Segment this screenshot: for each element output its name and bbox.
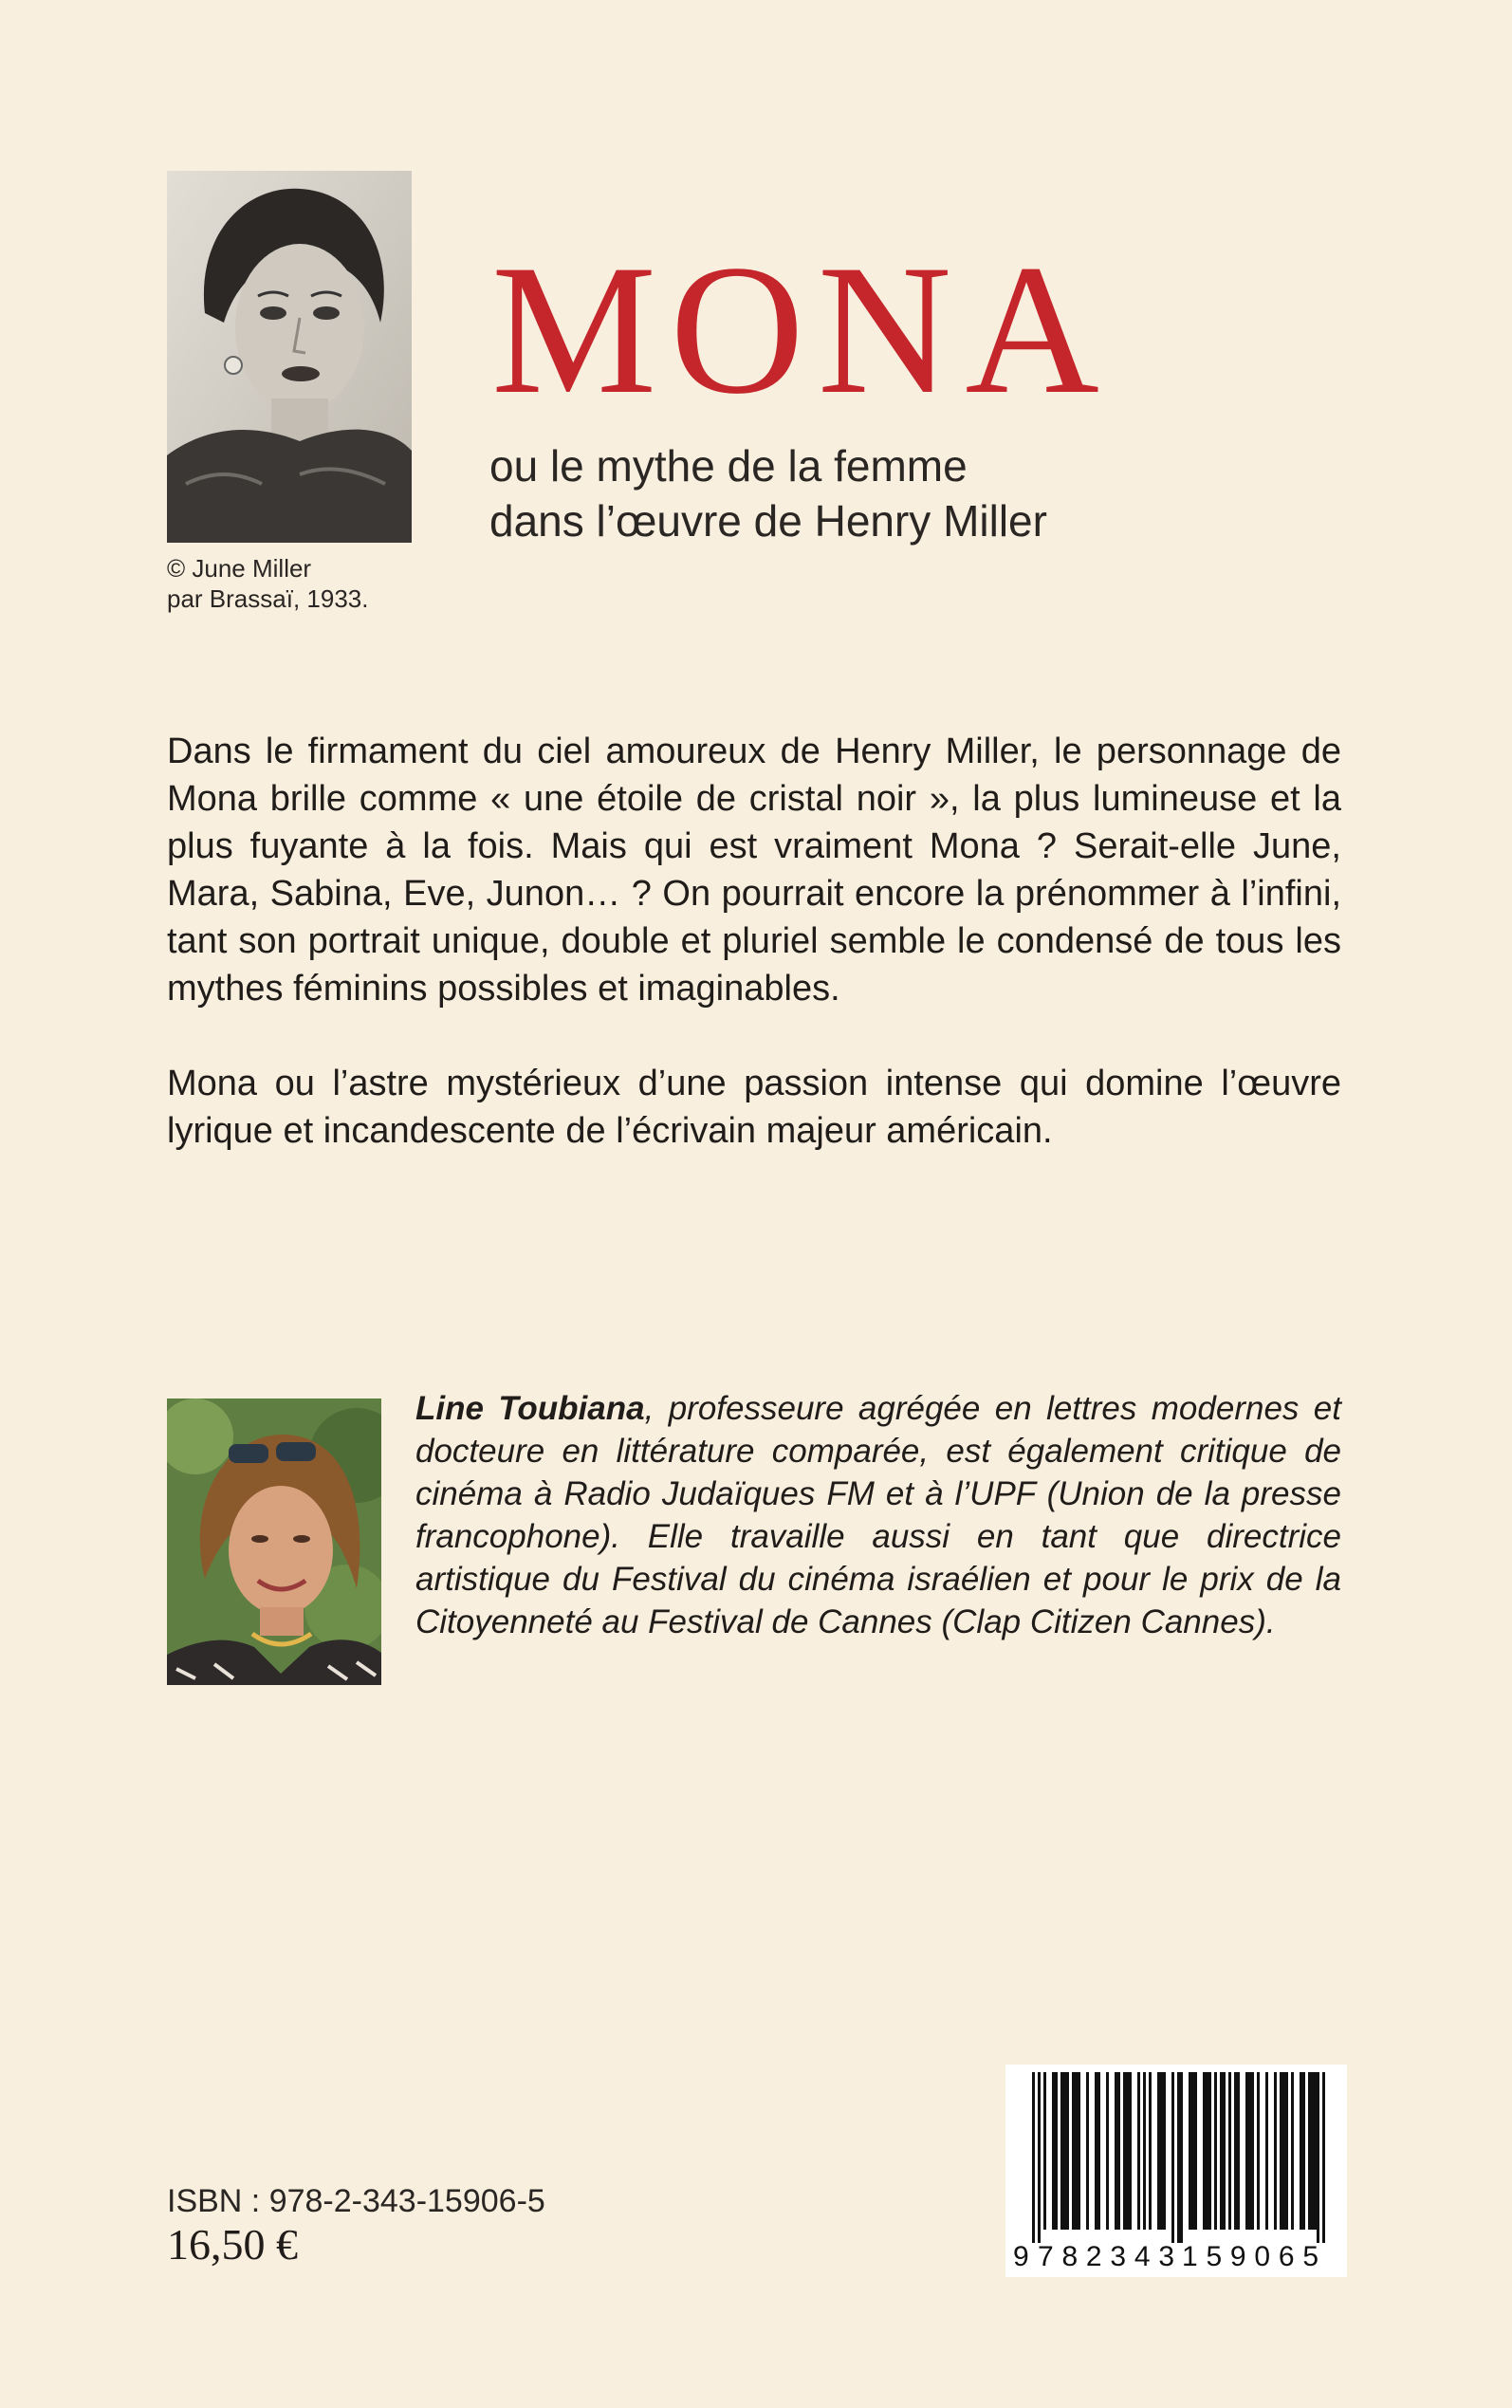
barcode-bar [1095,2072,1100,2230]
caption-line-2: par Brassaï, 1933. [167,584,369,613]
barcode-digits-right: 159065 [1182,2241,1318,2272]
barcode-bar [1032,2072,1035,2243]
barcode-bar [1274,2072,1277,2230]
barcode-bar [1038,2072,1041,2243]
book-title: MONA [491,227,1113,433]
barcode-bar [1052,2072,1058,2230]
barcode-bar [1228,2072,1231,2230]
barcode [1005,2065,1347,2277]
barcode-bar [1072,2072,1080,2230]
blurb-paragraph-1: Dans le firmament du ciel amoureux de Henry Miller, le personnage de Mona brille comme « une étoile de cristal noir », la plus lumineuse et la plus fuyante à la fois. Mais qui est vraiment Mona ? Serait-elle June, Mara, Sabina, Eve, Junon… ? On pourrait encore la prénommer à l’infini, tant son portrait unique, double et pluriel semble le condensé de tous les mythes féminins possibles et imaginables. [167,732,1341,1009]
barcode-bar [1149,2072,1152,2230]
barcode-bar [1086,2072,1089,2230]
book-subtitle [489,438,1047,548]
barcode-bar [1291,2072,1294,2230]
subtitle-line-2: dans l’œuvre de Henry Miller [489,496,1047,546]
photo-caption [167,553,368,614]
subtitle-line-1: ou le mythe de la femme [489,441,968,491]
barcode-bar [1257,2072,1260,2230]
author-name: Line Toubiana [415,1390,645,1427]
author-bio [415,1387,1341,1643]
barcode-bar [1220,2072,1226,2230]
barcode-bar [1300,2072,1305,2230]
barcode-bars [1032,2072,1325,2243]
june-miller-photo [167,171,412,543]
price: 16,50 € [167,2220,298,2269]
barcode-bar [1189,2072,1197,2230]
barcode-bar [1137,2072,1140,2230]
barcode-bar [1280,2072,1288,2230]
barcode-bar [1171,2072,1174,2243]
barcode-bar [1265,2072,1268,2230]
barcode-bar [1245,2072,1254,2230]
author-bio-text: , professeure agrégée en lettres modernes et docteure en littérature comparée, est également critique de cinéma à Radio Judaïques FM et à l’UPF (Union de la presse francophone). Elle travaille aussi en tant que directrice artistique du Festival du cinéma israélien et pour le prix de la Citoyenneté au Festival de Cannes (Clap Citizen Cannes). [415,1390,1341,1640]
barcode-bar [1043,2072,1046,2230]
barcode-graphic [1005,2065,1347,2277]
caption-line-1: © June Miller [167,554,312,583]
barcode-bar [1308,2072,1317,2230]
barcode-digits-left: 782343 [1038,2241,1174,2272]
blurb-paragraph-2: Mona ou l’astre mystérieux d’une passion intense qui domine l’œuvre lyrique et incandescente de l’écrivain majeur américain. [167,1064,1341,1151]
barcode-digit-first: 9 [1013,2241,1029,2272]
barcode-bar [1177,2072,1183,2243]
barcode-bar [1203,2072,1211,2230]
barcode-bar [1157,2072,1166,2230]
barcode-bar [1322,2072,1325,2243]
author-photo [167,1398,381,1685]
barcode-bar [1143,2072,1146,2230]
barcode-bar [1234,2072,1240,2230]
barcode-bar [1317,2072,1319,2243]
blurb [167,728,1341,1202]
isbn: ISBN : 978-2-343-15906-5 [167,2183,545,2219]
barcode-bar [1115,2072,1120,2230]
barcode-bar [1106,2072,1109,2230]
barcode-bar [1214,2072,1217,2230]
barcode-bar [1060,2072,1069,2230]
barcode-bar [1123,2072,1132,2230]
